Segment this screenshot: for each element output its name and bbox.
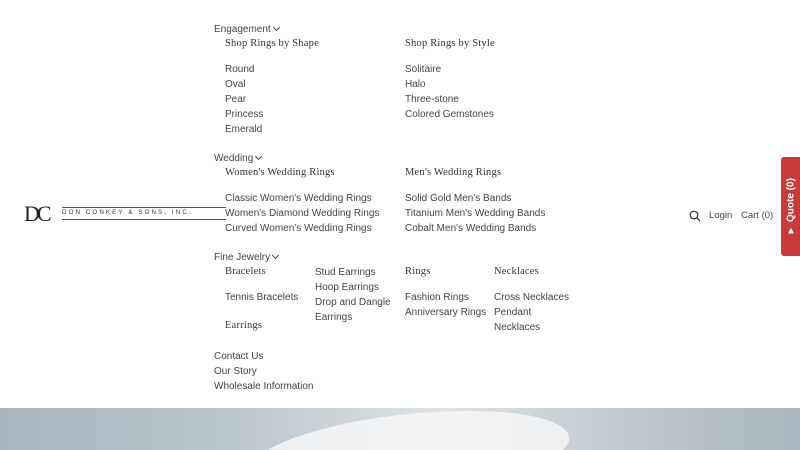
- logo-monogram: DC: [24, 201, 49, 226]
- shape-link[interactable]: Round: [225, 64, 255, 75]
- shape-link[interactable]: Oval: [225, 79, 246, 90]
- nav-fine-jewelry-label: Fine Jewelry: [214, 252, 271, 263]
- shape-list: [225, 62, 263, 137]
- nav-wedding-label: Wedding: [214, 153, 254, 164]
- bracelets-heading[interactable]: Bracelets: [225, 266, 266, 277]
- men-list: [405, 191, 545, 236]
- shape-link[interactable]: Pear: [225, 94, 247, 105]
- men-ring-link[interactable]: Solid Gold Men's Bands: [405, 193, 512, 204]
- hero-image: [0, 408, 800, 450]
- earring-link[interactable]: Earrings: [315, 312, 353, 323]
- ring-link[interactable]: Fashion Rings: [405, 292, 469, 303]
- cart-link[interactable]: Cart (0): [741, 210, 774, 221]
- style-heading[interactable]: Shop Rings by Style: [405, 38, 495, 49]
- chevron-down-icon: [255, 153, 262, 160]
- login-link[interactable]: Login: [709, 210, 733, 221]
- chevron-down-icon: [272, 252, 279, 259]
- rings-list: [405, 290, 486, 320]
- shape-heading[interactable]: Shop Rings by Shape: [225, 38, 319, 49]
- men-ring-link[interactable]: Titanium Men's Wedding Bands: [405, 208, 546, 219]
- earring-link[interactable]: Drop and Dangle: [315, 297, 391, 308]
- necklace-link[interactable]: Pendant: [494, 307, 532, 318]
- logo-rule-bottom: [62, 219, 226, 220]
- men-ring-link[interactable]: Cobalt Men's Wedding Bands: [405, 223, 537, 234]
- secondary-links: [214, 349, 314, 394]
- nav-wedding[interactable]: [214, 151, 261, 166]
- contact-us-link[interactable]: Contact Us: [214, 351, 264, 362]
- earring-link[interactable]: Hoop Earrings: [315, 282, 379, 293]
- women-ring-link[interactable]: Classic Women's Wedding Rings: [225, 193, 372, 204]
- nav-engagement[interactable]: [214, 22, 279, 37]
- earrings-heading[interactable]: Earrings: [225, 320, 263, 331]
- women-heading[interactable]: Women's Wedding Rings: [225, 167, 335, 178]
- rings-heading[interactable]: Rings: [405, 266, 431, 277]
- wholesale-information-link[interactable]: Wholesale Information: [214, 381, 314, 392]
- earring-link[interactable]: Stud Earrings: [315, 267, 376, 278]
- ring-link[interactable]: Anniversary Rings: [405, 307, 487, 318]
- bracelets-list: [225, 290, 298, 305]
- men-heading[interactable]: Men's Wedding Rings: [405, 167, 502, 178]
- shape-link[interactable]: Emerald: [225, 124, 263, 135]
- style-link[interactable]: Colored Gemstones: [405, 109, 494, 120]
- necklaces-heading[interactable]: Necklaces: [494, 266, 539, 277]
- brand-logo[interactable]: [24, 203, 206, 225]
- search-icon[interactable]: [689, 209, 701, 221]
- nav-engagement-label: Engagement: [214, 24, 271, 35]
- style-link[interactable]: Three-stone: [405, 94, 459, 105]
- shape-link[interactable]: Princess: [225, 109, 264, 120]
- nav-fine-jewelry[interactable]: [214, 250, 278, 265]
- our-story-link[interactable]: Our Story: [214, 366, 257, 377]
- earrings-list: [315, 265, 391, 325]
- necklace-link[interactable]: Necklaces: [494, 322, 541, 333]
- chevron-down-icon: [273, 24, 280, 31]
- style-link[interactable]: Halo: [405, 79, 426, 90]
- necklace-link[interactable]: Cross Necklaces: [494, 292, 570, 303]
- women-ring-link[interactable]: Curved Women's Wedding Rings: [225, 223, 372, 234]
- hero-highlight: [247, 408, 574, 450]
- style-list: [405, 62, 494, 122]
- quote-tab-button[interactable]: [781, 157, 800, 256]
- quote-label: Quote (0): [785, 177, 796, 222]
- logo-wordmark: DON CONKEY & SONS, INC.: [62, 209, 193, 216]
- women-list: [225, 191, 379, 236]
- necklaces-list: [494, 290, 569, 335]
- bracelet-link[interactable]: Tennis Bracelets: [225, 292, 299, 303]
- logo-rule-top: [62, 207, 226, 208]
- cart-icon: ▲: [785, 224, 796, 236]
- style-link[interactable]: Solitaire: [405, 64, 442, 75]
- women-ring-link[interactable]: Women's Diamond Wedding Rings: [225, 208, 380, 219]
